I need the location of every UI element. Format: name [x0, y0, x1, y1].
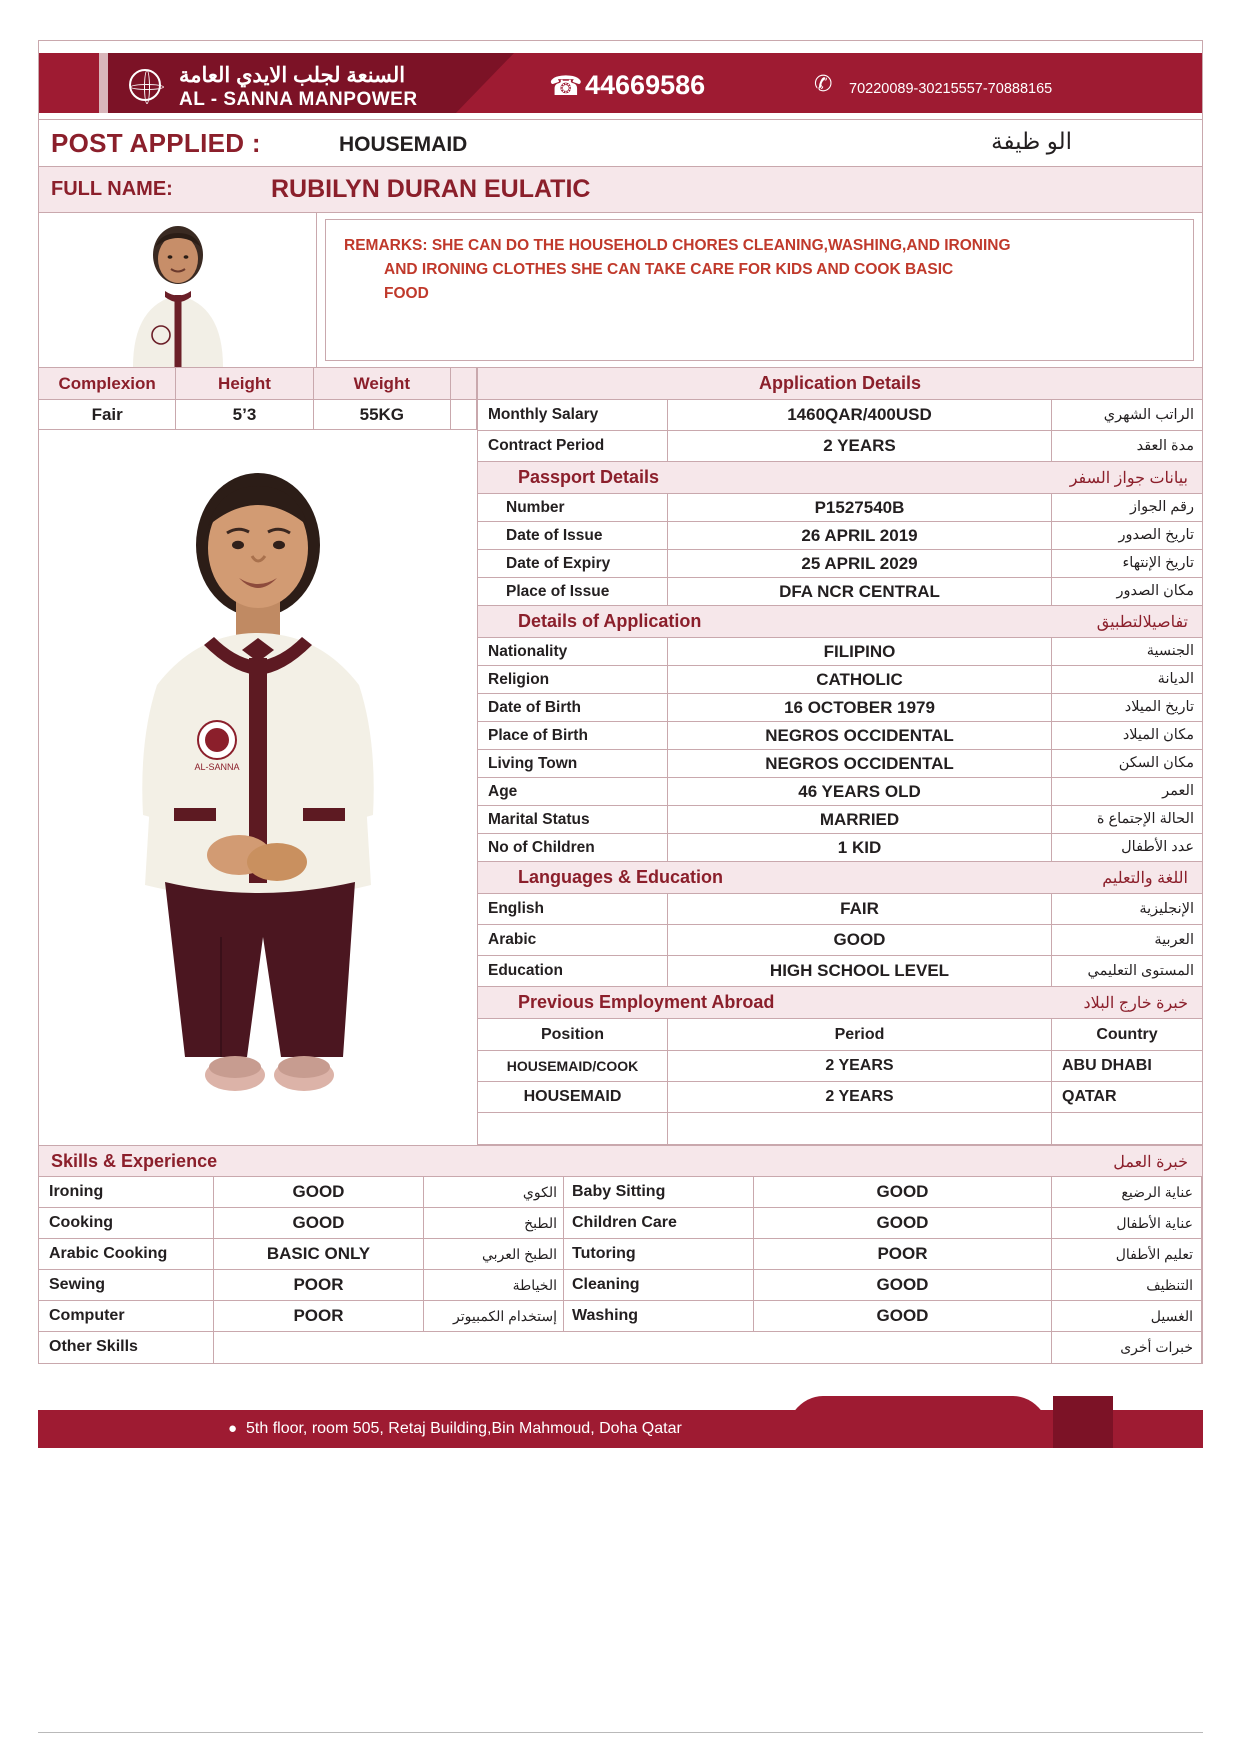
full-name-row — [39, 167, 1202, 213]
skill-arabic-arabic-cooking: الطبخ العربي — [424, 1239, 564, 1269]
headshot-photo — [39, 213, 317, 367]
skill-label-cleaning: Cleaning — [564, 1270, 754, 1300]
marital-status-label: Marital Status — [478, 806, 668, 833]
details-of-application-title-arabic: تفاصيلالتطبيق — [1096, 614, 1188, 631]
employment-country-header: Country — [1096, 1026, 1158, 1043]
document-footer — [38, 1392, 1203, 1456]
complexion-value: Fair — [39, 400, 176, 430]
skill-value-cooking: GOOD — [214, 1208, 424, 1238]
skills-title-arabic: خبرة العمل — [1113, 1154, 1188, 1171]
complexion-header: Complexion — [39, 368, 176, 400]
skill-value-tutoring: POOR — [754, 1239, 1052, 1269]
passport-expiry-row — [478, 550, 1202, 578]
passport-issue-row — [478, 522, 1202, 550]
globe-logo-icon — [129, 69, 161, 101]
children-count-label: No of Children — [478, 834, 668, 861]
skill-arabic-cooking: الطبخ — [424, 1208, 564, 1238]
passport-place-arabic: مكان الصدور — [1116, 583, 1194, 599]
living-town-arabic: مكان السكن — [1118, 755, 1194, 771]
monthly-salary-arabic: الراتب الشهري — [1103, 407, 1194, 423]
previous-employment-header — [478, 987, 1202, 1019]
details-of-application-title: Details of Application — [518, 611, 702, 631]
religion-value: CATHOLIC — [668, 666, 1052, 693]
mobile-phone-icon: ✆ — [814, 71, 833, 96]
arabic-arabic: العربية — [1154, 932, 1194, 948]
skill-arabic-ironing: الكوي — [424, 1177, 564, 1207]
height-value: 5’3 — [176, 400, 313, 430]
children-count-value: 1 KID — [668, 834, 1052, 861]
previous-employment-title: Previous Employment Abroad — [518, 992, 775, 1012]
document-header — [39, 41, 1202, 119]
skill-label-other: Other Skills — [39, 1332, 214, 1363]
passport-issue-value: 26 APRIL 2019 — [668, 522, 1052, 549]
telephone-icon: ☎ — [549, 71, 583, 101]
full-name-label: FULL NAME: — [51, 178, 173, 200]
contract-period-arabic: مدة العقد — [1136, 438, 1194, 454]
skills-title: Skills & Experience — [51, 1151, 218, 1171]
place-of-birth-value: NEGROS OCCIDENTAL — [668, 722, 1052, 749]
passport-place-row — [478, 578, 1202, 606]
post-applied-value: HOUSEMAID — [339, 133, 468, 156]
monthly-salary-label: Monthly Salary — [478, 400, 668, 430]
skill-label-arabic-cooking: Arabic Cooking — [39, 1239, 214, 1269]
education-row — [478, 956, 1202, 987]
languages-education-title: Languages & Education — [518, 867, 724, 887]
employment-position-1: HOUSEMAID/COOK — [478, 1051, 668, 1081]
passport-number-arabic: رقم الجواز — [1130, 499, 1194, 515]
footer-address: 5th floor, room 505, Retaj Building,Bin Mahmoud, Doha Qatar — [246, 1420, 682, 1437]
physical-spacer-value — [451, 400, 477, 430]
physical-spacer — [451, 368, 477, 400]
post-applied-row — [39, 119, 1202, 167]
location-pin-icon: ● — [228, 1420, 238, 1437]
left-column — [39, 368, 478, 1145]
physical-values — [39, 400, 477, 430]
nationality-row — [478, 638, 1202, 666]
religion-row — [478, 666, 1202, 694]
table-row — [478, 1113, 1202, 1145]
education-label: Education — [478, 956, 668, 986]
previous-employment-title-arabic: خبرة خارج البلاد — [1083, 995, 1188, 1012]
full-body-photo — [39, 430, 477, 1130]
religion-label: Religion — [478, 666, 668, 693]
place-of-birth-row — [478, 722, 1202, 750]
education-value: HIGH SCHOOL LEVEL — [668, 956, 1052, 986]
skill-value-other — [214, 1332, 1052, 1363]
nationality-value: FILIPINO — [668, 638, 1052, 665]
cv-sheet — [38, 40, 1203, 1364]
skill-arabic-children-care: عناية الأطفال — [1052, 1208, 1202, 1238]
full-name-value: RUBILYN DURAN EULATIC — [271, 175, 591, 203]
marital-status-arabic: الحالة الإجتماع ة — [1096, 811, 1194, 827]
passport-details-title: Passport Details — [518, 467, 660, 487]
skill-value-sewing: POOR — [214, 1270, 424, 1300]
skill-label-children-care: Children Care — [564, 1208, 754, 1238]
nationality-label: Nationality — [478, 638, 668, 665]
employment-country-3 — [1052, 1113, 1202, 1144]
employment-period-1: 2 YEARS — [668, 1051, 1052, 1081]
skill-value-computer: POOR — [214, 1301, 424, 1331]
passport-number-row — [478, 494, 1202, 522]
date-of-birth-label: Date of Birth — [478, 694, 668, 721]
living-town-value: NEGROS OCCIDENTAL — [668, 750, 1052, 777]
skill-row-computer — [39, 1301, 1202, 1332]
skill-arabic-cleaning: التنظيف — [1052, 1270, 1202, 1300]
employment-period-2: 2 YEARS — [668, 1082, 1052, 1112]
arabic-row — [478, 925, 1202, 956]
post-applied-label: POST APPLIED : — [51, 128, 261, 158]
full-body-illustration — [39, 430, 477, 1130]
skill-arabic-computer: إستخدام الكمبيوتر — [424, 1301, 564, 1331]
contract-period-row — [478, 431, 1202, 462]
date-of-birth-row — [478, 694, 1202, 722]
passport-number-label: Number — [478, 494, 668, 521]
header-phone: 44669586 — [585, 70, 706, 100]
employment-period-header: Period — [668, 1019, 1052, 1050]
english-arabic: الإنجليزية — [1139, 901, 1194, 917]
monthly-salary-value: 1460QAR/400USD — [668, 400, 1052, 430]
height-header: Height — [176, 368, 313, 400]
employment-country-1: ABU DHABI — [1062, 1057, 1152, 1074]
english-label: English — [478, 894, 668, 924]
skill-value-washing: GOOD — [754, 1301, 1052, 1331]
passport-issue-arabic: تاريخ الصدور — [1118, 527, 1194, 543]
marital-status-value: MARRIED — [668, 806, 1052, 833]
skill-label-washing: Washing — [564, 1301, 754, 1331]
application-details-title: Application Details — [758, 373, 922, 393]
age-value: 46 YEARS OLD — [668, 778, 1052, 805]
children-count-arabic: عدد الأطفال — [1121, 839, 1194, 855]
passport-place-label: Place of Issue — [478, 578, 668, 605]
headshot-illustration — [73, 217, 283, 367]
contract-period-label: Contract Period — [478, 431, 668, 461]
skill-arabic-baby-sitting: عناية الرضيع — [1052, 1177, 1202, 1207]
details-of-application-header — [478, 606, 1202, 638]
header-mobiles: 70220089-30215557-70888165 — [849, 81, 1053, 97]
languages-education-header — [478, 862, 1202, 894]
bottom-rule — [38, 1732, 1203, 1733]
skill-value-children-care: GOOD — [754, 1208, 1052, 1238]
skill-value-cleaning: GOOD — [754, 1270, 1052, 1300]
right-column — [478, 368, 1202, 1145]
remarks-cell — [317, 213, 1202, 367]
remarks-line-1: REMARKS: SHE CAN DO THE HOUSEHOLD CHORES CLEANING,WASHING,AND IRONING — [344, 237, 1011, 254]
weight-value: 55KG — [314, 400, 451, 430]
employment-period-3 — [668, 1113, 1052, 1144]
english-row — [478, 894, 1202, 925]
passport-details-title-arabic: بيانات جواز السفر — [1069, 470, 1188, 487]
passport-place-value: DFA NCR CENTRAL — [668, 578, 1052, 605]
remarks-line-2: AND IRONING CLOTHES SHE CAN TAKE CARE FOR KIDS AND COOK BASIC — [384, 261, 954, 279]
languages-education-title-arabic: اللغة والتعليم — [1102, 870, 1188, 887]
skill-value-ironing: GOOD — [214, 1177, 424, 1207]
employment-position-header: Position — [478, 1019, 668, 1050]
education-arabic: المستوى التعليمي — [1087, 963, 1194, 979]
skills-section-header — [39, 1145, 1202, 1177]
header-accent-bar — [99, 53, 108, 113]
age-row — [478, 778, 1202, 806]
passport-expiry-label: Date of Expiry — [478, 550, 668, 577]
skill-arabic-sewing: الخياطة — [424, 1270, 564, 1300]
skill-arabic-tutoring: تعليم الأطفال — [1052, 1239, 1202, 1269]
skill-label-baby-sitting: Baby Sitting — [564, 1177, 754, 1207]
religion-arabic: الديانة — [1157, 671, 1194, 687]
contract-period-value: 2 YEARS — [668, 431, 1052, 461]
weight-header: Weight — [314, 368, 451, 400]
marital-status-row — [478, 806, 1202, 834]
employment-table-header — [478, 1019, 1202, 1051]
children-count-row — [478, 834, 1202, 862]
remarks-line-3: FOOD — [384, 285, 429, 303]
age-arabic: العمر — [1162, 783, 1194, 799]
passport-issue-label: Date of Issue — [478, 522, 668, 549]
skill-arabic-washing: الغسيل — [1052, 1301, 1202, 1331]
post-applied-arabic: الو ظيفة — [991, 128, 1072, 154]
nationality-arabic: الجنسية — [1146, 643, 1194, 659]
date-of-birth-arabic: تاريخ الميلاد — [1124, 699, 1194, 715]
monthly-salary-row — [478, 400, 1202, 431]
arabic-value: GOOD — [668, 925, 1052, 955]
age-label: Age — [478, 778, 668, 805]
arabic-label: Arabic — [478, 925, 668, 955]
remarks-box — [325, 219, 1194, 361]
skill-label-ironing: Ironing — [39, 1177, 214, 1207]
passport-number-value: P1527540B — [668, 494, 1052, 521]
employment-position-2: HOUSEMAID — [478, 1082, 668, 1112]
employment-country-2: QATAR — [1062, 1088, 1117, 1105]
employment-position-3 — [478, 1113, 668, 1144]
passport-details-header — [478, 462, 1202, 494]
living-town-label: Living Town — [478, 750, 668, 777]
skill-value-arabic-cooking: BASIC ONLY — [214, 1239, 424, 1269]
footer-dark-block — [1053, 1396, 1113, 1448]
skill-row-cooking — [39, 1208, 1202, 1239]
skill-label-sewing: Sewing — [39, 1270, 214, 1300]
table-row — [478, 1051, 1202, 1082]
table-row — [478, 1082, 1202, 1113]
skill-row-sewing — [39, 1270, 1202, 1301]
place-of-birth-arabic: مكان الميلاد — [1122, 727, 1194, 743]
photo-remarks-row — [39, 213, 1202, 368]
skill-row-ironing — [39, 1177, 1202, 1208]
application-details-header — [478, 368, 1202, 400]
main-grid — [39, 368, 1202, 1145]
passport-expiry-value: 25 APRIL 2029 — [668, 550, 1052, 577]
skill-arabic-other: خبرات أخرى — [1052, 1332, 1202, 1363]
skill-label-tutoring: Tutoring — [564, 1239, 754, 1269]
skill-label-cooking: Cooking — [39, 1208, 214, 1238]
brand-name-english: AL - SANNA MANPOWER — [179, 89, 418, 110]
physical-headers — [39, 368, 477, 400]
passport-expiry-arabic: تاريخ الإنتهاء — [1122, 555, 1194, 571]
skill-row-arabic-cooking — [39, 1239, 1202, 1270]
skill-row-other — [39, 1332, 1202, 1363]
english-value: FAIR — [668, 894, 1052, 924]
skill-value-baby-sitting: GOOD — [754, 1177, 1052, 1207]
living-town-row — [478, 750, 1202, 778]
svg-text:AL-SANNA: AL-SANNA — [194, 762, 240, 772]
skill-label-computer: Computer — [39, 1301, 214, 1331]
place-of-birth-label: Place of Birth — [478, 722, 668, 749]
brand-name-arabic: السنعة لجلب الايدي العامة — [179, 64, 406, 87]
date-of-birth-value: 16 OCTOBER 1979 — [668, 694, 1052, 721]
